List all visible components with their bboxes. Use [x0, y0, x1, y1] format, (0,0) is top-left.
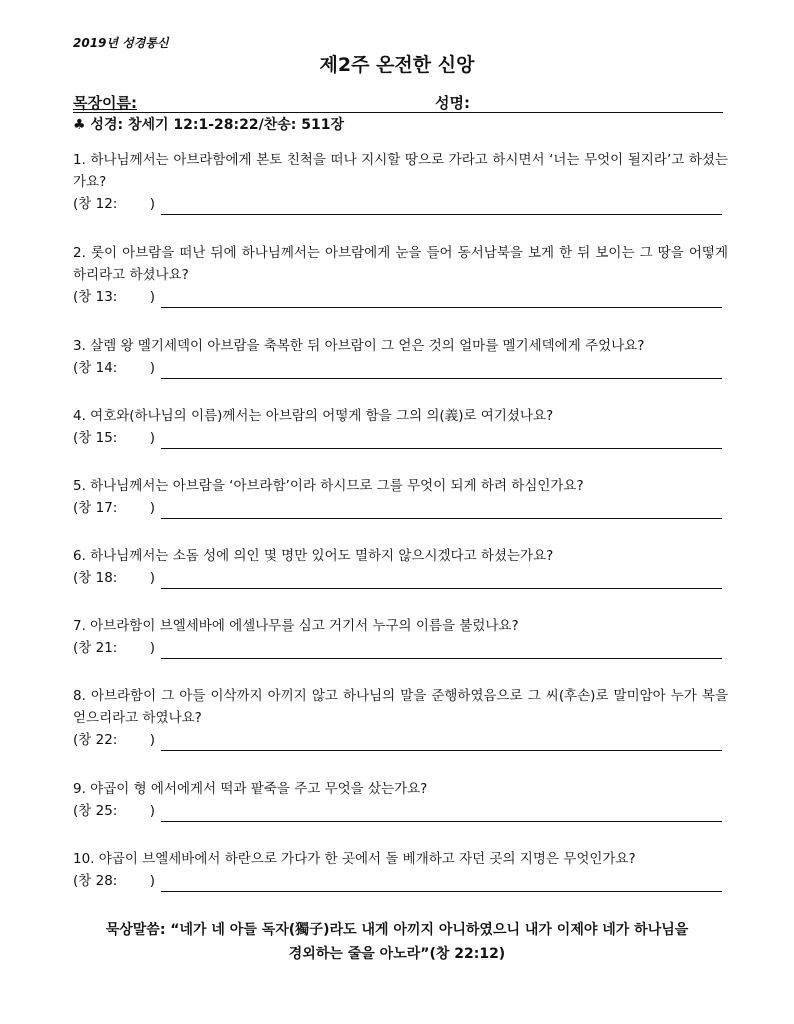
- answer-line[interactable]: [161, 806, 722, 822]
- answer-line[interactable]: [161, 876, 722, 892]
- question-4: 4. 여호와(하나님의 이름)께서는 아브람의 어떻게 함을 그의 의(義)로 여기셨나요? (창 15: ): [73, 405, 728, 449]
- question-5: 5. 하나님께서는 아브람을 ‘아브라함’이라 하시므로 그를 무엇이 되게 하려 하심인가요? (창 17: ): [73, 475, 728, 519]
- answer-line[interactable]: [161, 573, 722, 589]
- question-1: 1. 하나님께서는 아브라함에게 본토 친척을 떠나 지시할 땅으로 가라고 하시면서 ‘너는 무엇이 될지라’고 하셨는가요? (창 12: ): [73, 149, 728, 215]
- answer-line[interactable]: [161, 199, 722, 215]
- question-7: 7. 아브라함이 브엘세바에 에셀나무를 심고 거기서 누구의 이름을 불렀나요? (창 21: ): [73, 615, 728, 659]
- question-text: 8. 아브라함이 그 아들 이삭까지 아끼지 않고 하나님의 말을 준행하였음으로 그 씨(후손)로 말미암아 누가 복을 얻으리라고 하였나요?: [73, 688, 728, 726]
- verse-ref: (창 13:: [73, 289, 118, 305]
- verse-ref: (창 22:: [73, 732, 118, 748]
- verse-ref: (창 17:: [73, 500, 118, 516]
- question-10: 10. 야곱이 브엘세바에서 하란으로 가다가 한 곳에서 돌 베개하고 자던 곳의 지명은 무엇인가요? (창 28: ): [73, 848, 728, 892]
- verse-ref: (창 15:: [73, 430, 118, 446]
- answer-line[interactable]: [161, 363, 722, 379]
- verse-ref: (창 25:: [73, 803, 118, 819]
- question-8: 8. 아브라함이 그 아들 이삭까지 아끼지 않고 하나님의 말을 준행하였음으로 그 씨(후손)로 말미암아 누가 복을 얻으리라고 하였나요? (창 22: ): [73, 685, 728, 751]
- question-text: 3. 살렘 왕 멜기세덱이 아브람을 축복한 뒤 아브람이 그 얻은 것의 얼마를 멜기세덱에게 주었나요?: [73, 338, 645, 354]
- answer-line[interactable]: [161, 433, 722, 449]
- verse-ref: (창 18:: [73, 570, 118, 586]
- verse-ref: (창 21:: [73, 640, 118, 656]
- verse-ref: (창 12:: [73, 196, 118, 212]
- question-text: 2. 롯이 아브람을 떠난 뒤에 하나님께서는 아브람에게 눈을 들어 동서남북을 보게 한 뒤 보이는 그 땅을 어떻게 하리라고 하셨나요?: [73, 245, 728, 283]
- question-text: 9. 야곱이 형 에서에게서 떡과 팥죽을 주고 무엇을 샀는가요?: [73, 781, 428, 797]
- question-text: 1. 하나님께서는 아브라함에게 본토 친척을 떠나 지시할 땅으로 가라고 하시면서 ‘너는 무엇이 될지라’고 하셨는가요?: [73, 152, 728, 190]
- info-line: [73, 92, 723, 113]
- page-title: 제2주 온전한 신앙: [319, 54, 475, 76]
- group-name-label: 목장이름:: [73, 94, 137, 112]
- question-text: 10. 야곱이 브엘세바에서 하란으로 가다가 한 곳에서 돌 베개하고 자던 곳의 지명은 무엇인가요?: [73, 851, 636, 867]
- question-3: 3. 살렘 왕 멜기세덱이 아브람을 축복한 뒤 아브람이 그 얻은 것의 얼마를 멜기세덱에게 주었나요? (창 14: ): [73, 335, 728, 379]
- meditation-verse: [0, 918, 794, 966]
- person-name-label: 성명:: [435, 94, 470, 112]
- scripture-reference: ♣ 성경: 창세기 12:1-28:22/찬송: 511장: [73, 117, 344, 133]
- year-header: 2019년 성경통신: [73, 36, 169, 50]
- question-6: 6. 하나님께서는 소돔 성에 의인 몇 명만 있어도 멸하지 않으시겠다고 하셨는가요? (창 18: ): [73, 545, 728, 589]
- meditation-line-2: 경외하는 줄을 아노라”(창 22:12): [288, 946, 506, 962]
- question-text: 4. 여호와(하나님의 이름)께서는 아브람의 어떻게 함을 그의 의(義)로 여기셨나요?: [73, 408, 554, 424]
- meditation-line-1: 묵상말씀: “네가 네 아들 독자(獨子)라도 내게 아끼지 아니하였으니 내가 이제야 네가 하나님을: [105, 922, 689, 938]
- answer-line[interactable]: [161, 643, 722, 659]
- verse-ref: (창 14:: [73, 360, 118, 376]
- verse-ref: (창 28:: [73, 873, 118, 889]
- question-text: 5. 하나님께서는 아브람을 ‘아브라함’이라 하시므로 그를 무엇이 되게 하려 하심인가요?: [73, 478, 584, 494]
- question-2: 2. 롯이 아브람을 떠난 뒤에 하나님께서는 아브람에게 눈을 들어 동서남북을 보게 한 뒤 보이는 그 땅을 어떻게 하리라고 하셨나요? (창 13: ): [73, 242, 728, 308]
- answer-line[interactable]: [161, 292, 722, 308]
- answer-line[interactable]: [161, 735, 722, 751]
- question-text: 6. 하나님께서는 소돔 성에 의인 몇 명만 있어도 멸하지 않으시겠다고 하셨는가요?: [73, 548, 554, 564]
- answer-line[interactable]: [161, 503, 722, 519]
- question-9: 9. 야곱이 형 에서에게서 떡과 팥죽을 주고 무엇을 샀는가요? (창 25: ): [73, 778, 728, 822]
- question-text: 7. 아브라함이 브엘세바에 에셀나무를 심고 거기서 누구의 이름을 불렀나요?: [73, 618, 519, 634]
